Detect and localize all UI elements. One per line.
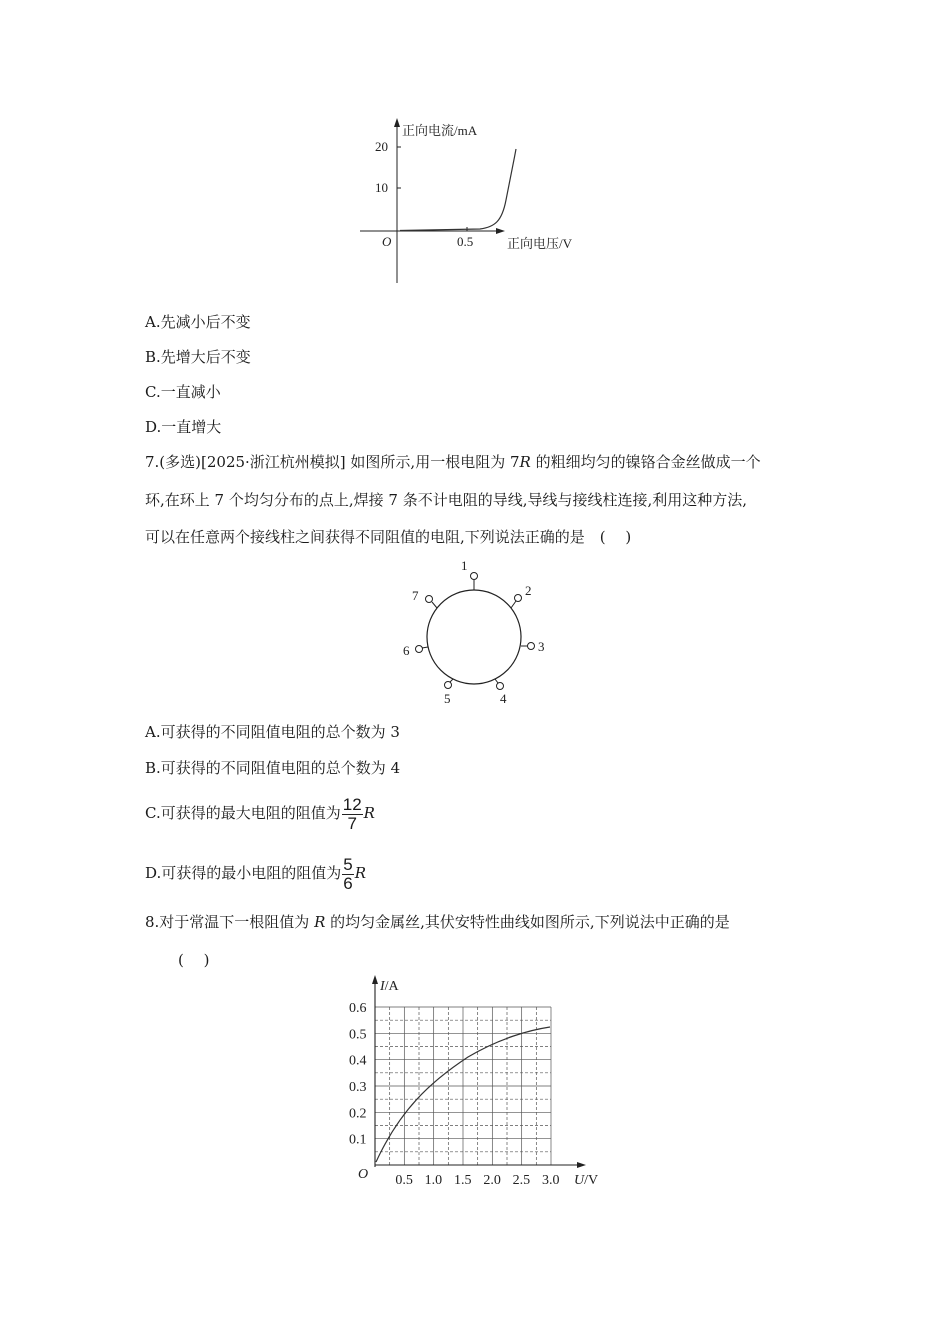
q7-option-d[interactable]: D.可获得的最小电阻的阻值为 $\frac{5}{6}$ R [145, 854, 367, 893]
chart-xlabel: U/V [574, 1173, 599, 1187]
figure1-xtick-05: 0.5 [457, 234, 474, 249]
q7-option-c[interactable]: C.可获得的最大电阻的阻值为 $\frac{12}{7}$ R [145, 794, 375, 833]
ring [427, 590, 521, 684]
chart-ytick-label: 0.4 [349, 1053, 367, 1069]
terminal-label-2: 2 [525, 583, 532, 598]
chart-xtick-label: 3.0 [542, 1173, 560, 1187]
chart-ytick-label: 0.6 [349, 1001, 367, 1016]
diode-iv-figure [360, 115, 600, 290]
chart-ytick-label: 0.2 [349, 1106, 367, 1122]
terminal-label-6: 6 [403, 643, 410, 658]
q8-answer-blank[interactable]: ( ) [178, 951, 210, 969]
figure1-ytick-10: 10 [375, 180, 388, 195]
chart-xtick-label: 0.5 [395, 1173, 413, 1187]
terminal-label-4: 4 [500, 691, 507, 706]
chart-xtick-label: 1.0 [424, 1173, 443, 1187]
q7-stem-line3: 可以在任意两个接线柱之间获得不同阻值的电阻,下列说法正确的是 ( ) [145, 528, 632, 546]
terminal-5 [445, 682, 452, 689]
q7-stem-line2: 环,在环上 7 个均匀分布的点上,焊接 7 条不计电阻的导线,导线与接线柱连接,利用这种方法, [145, 491, 748, 509]
q8-stem-line1: 8.对于常温下一根阻值为 R 的均匀金属丝,其伏安特性曲线如图所示,下列说法中正确的是 [145, 913, 730, 931]
figure1-ylabel: 正向电流/mA [402, 123, 478, 138]
ring-figure [400, 555, 550, 710]
q6-option-a[interactable]: A.先减小后不变 [145, 313, 251, 331]
terminal-4 [497, 683, 504, 690]
terminal-label-5: 5 [444, 691, 451, 706]
figure1-origin: O [382, 234, 392, 249]
terminal-6 [416, 646, 423, 653]
q7-option-a[interactable]: A.可获得的不同阻值电阻的总个数为 3 [145, 723, 400, 741]
terminal-label-1: 1 [461, 558, 468, 573]
chart-ytick-label: 0.5 [349, 1027, 367, 1043]
chart-xtick-label: 2.0 [483, 1173, 501, 1187]
chart-xtick-label: 2.5 [512, 1173, 531, 1187]
terminal-label-7: 7 [412, 588, 419, 603]
figure1-ytick-20: 20 [375, 139, 388, 154]
terminal-2 [515, 595, 522, 602]
chart-origin: O [358, 1167, 369, 1182]
q7-option-b[interactable]: B.可获得的不同阻值电阻的总个数为 4 [145, 759, 401, 777]
chart-ytick-label: 0.3 [349, 1080, 367, 1095]
terminal-3 [528, 643, 535, 650]
chart-ytick-label: 0.1 [349, 1132, 367, 1148]
q6-option-b[interactable]: B.先增大后不变 [145, 348, 251, 366]
q7-stem-line1: 7.(多选)[2025·浙江杭州模拟] 如图所示,用一根电阻为 7R 的粗细均匀的镍铬合金丝做成一个 [145, 453, 761, 471]
q6-option-c[interactable]: C.一直减小 [145, 383, 221, 401]
terminal-7 [426, 596, 433, 603]
figure1-curve [400, 149, 516, 231]
figure1-xlabel: 正向电压/V [507, 236, 573, 251]
grid [375, 1007, 551, 1165]
metal-wire-iv-chart [340, 972, 610, 1187]
q6-option-d[interactable]: D.一直增大 [145, 418, 222, 436]
fraction-5-6: $\frac{5}{6}$ [343, 854, 353, 893]
terminal-1 [471, 573, 478, 580]
chart-ylabel: I/A [380, 979, 399, 994]
chart-xtick-label: 1.5 [454, 1173, 472, 1187]
terminal-label-3: 3 [538, 639, 545, 654]
fraction-12-7: $\frac{12}{7}$ [342, 794, 362, 833]
